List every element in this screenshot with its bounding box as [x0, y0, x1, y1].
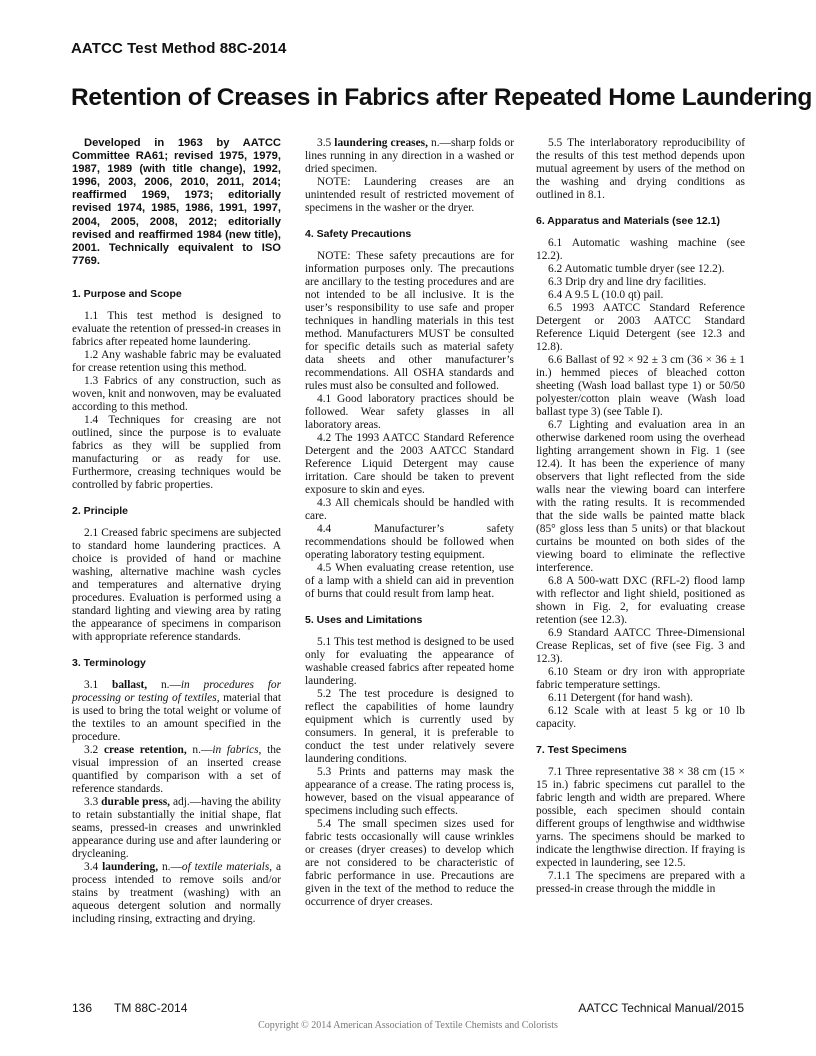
paragraph-4-5: 4.5 When evaluating crease retention, use of a lamp with a shield can aid in prevention of burns that could result from lamp heat.	[305, 562, 514, 600]
method-label: AATCC Test Method 88C-2014	[71, 40, 287, 57]
definition-ballast: 3.1 ballast, n.—in procedures for processing or testing of textiles, material that is used to bring the total weight or volume of the textiles to an amount specified in the procedure.	[72, 678, 282, 743]
footer-manual-title: AATCC Technical Manual/2015	[578, 1001, 744, 1015]
footer-left	[72, 1001, 187, 1015]
safety-note: NOTE: These safety precautions are for information purposes only. The precautions are ancillary to the testing procedures and are not intended to be all inclusive. It is the user’s responsibility to use safe and proper techniques in handling materials in this test method. Manufacturers MUST be consulted for specific details such as material safety data sheets and other manufacturer’s recommendations. All OSHA standards and rules must also be consulted and followed.	[305, 250, 514, 392]
paragraph-6-5: 6.5 1993 AATCC Standard Reference Detergent or 2003 AATCC Standard Reference Liquid Detergent (see 12.3 and 12.8).	[536, 302, 745, 353]
terminology-note: NOTE: Laundering creases are an unintended result of restricted movement of specimens in the washer or the dryer.	[305, 176, 514, 214]
paragraph-6-2: 6.2 Automatic tumble dryer (see 12.2).	[548, 263, 725, 275]
paragraph-6-10: 6.10 Steam or dry iron with appropriate fabric temperature settings.	[536, 666, 745, 691]
paragraph-6-12: 6.12 Scale with at least 5 kg or 10 lb capacity.	[536, 705, 745, 730]
paragraph-7-1-1: 7.1.1 The specimens are prepared with a pressed-in crease through the middle in	[536, 870, 745, 895]
paragraph-1-2: 1.2 Any washable fabric may be evaluated for crease retention using this method.	[72, 348, 281, 374]
paragraph-6-8: 6.8 A 500-watt DXC (RFL-2) flood lamp with reflector and light shield, positioned as shown in Fig. 2, for evaluating crease retention (see 12.3).	[536, 575, 745, 626]
paragraph-5-5: 5.5 The interlaboratory reproducibility of the results of this test method depends upon mutual agreement by users of the method on the washing and drying conditions as outlined in 8.1.	[536, 137, 745, 201]
paragraph-2-1: 2.1 Creased fabric specimens are subjected to standard home laundering practices. A choice is provided of hand or machine washing, alternative machine wash cycles and temperatures and alternative drying procedures. Evaluation is performed using a standard lighting and viewing area by rating the appearance of specimens in comparison with appropriate reference standards.	[72, 526, 281, 643]
paragraph-4-2: 4.2 The 1993 AATCC Standard Reference Detergent and the 2003 AATCC Standard Reference Liquid Detergent may cause irritation. Care should be taken to prevent exposure to skin and eyes.	[305, 432, 514, 496]
definition-laundering: 3.4 laundering, n.—of textile materials, a process intended to remove soils and/or stains by treatment (washing) with an aqueous detergent solution and normally including rinsing, extracting and drying.	[72, 860, 281, 925]
paragraph-7-1: 7.1 Three representative 38 × 38 cm (15 × 15 in.) fabric specimens cut parallel to the fabric length and width are prepared. Where possible, each specimen should contain different groups of lengthwise and widthwise yarns. The specimens should be marked to indicate the lengthwise direction. If fraying is expected in laundering, see 12.5.	[536, 766, 745, 869]
definition-crease-retention: 3.2 crease retention, n.—in fabrics, the visual impression of an inserted crease quantified by comparison with a set of reference standards.	[72, 743, 281, 795]
paragraph-1-4: 1.4 Techniques for creasing are not outlined, since the purpose is to evaluate fabrics as they will be supplied from manufacturing or as ready for use. Furthermore, creasing techniques would be controlled by fabric properties.	[72, 413, 281, 491]
paragraph-6-7: 6.7 Lighting and evaluation area in an otherwise darkened room using the overhead lighting arrangement shown in Fig. 1 (see 12.4). It has been the experience of many observers that light reflected from the side walls near the viewing board can interfere with the rating results. It is recommended that the side walls be painted matte black (85° gloss less than 5 units) or that blackout curtains be mounted on both sides of the viewing board to eliminate the reflective interference.	[536, 419, 745, 574]
paragraph-6-9: 6.9 Standard AATCC Three-Dimensional Crease Replicas, set of five (see Fig. 3 and 12.3).	[536, 627, 745, 665]
column-2	[305, 137, 514, 909]
paragraph-6-6: 6.6 Ballast of 92 × 92 ± 3 cm (36 × 36 ± 1 in.) hemmed pieces of bleached cotton sheeting (Wash load ballast type 1) or 50/50 polyester/cotton plain weave (Wash load ballast type 3) (see Table I).	[536, 354, 745, 418]
paragraph-6-4: 6.4 A 9.5 L (10.0 qt) pail.	[548, 289, 664, 301]
section-heading-specimens: 7. Test Specimens	[536, 744, 627, 756]
paragraph-1-1: 1.1 This test method is designed to evaluate the retention of pressed-in creases in fabrics after repeated home laundering.	[72, 309, 281, 348]
paragraph-4-3: 4.3 All chemicals should be handled with care.	[305, 497, 514, 522]
column-3	[536, 137, 745, 896]
document-title: Retention of Creases in Fabrics after Repeated Home Laundering	[71, 84, 813, 111]
section-heading-terminology: 3. Terminology	[72, 656, 146, 669]
paragraph-4-1: 4.1 Good laboratory practices should be followed. Wear safety glasses in all laboratory areas.	[305, 393, 514, 431]
paragraph-5-1: 5.1 This test method is designed to be used only for evaluating the appearance of washable creased fabrics after repeated home laundering.	[305, 636, 514, 687]
paragraph-6-11: 6.11 Detergent (for hand wash).	[548, 692, 693, 704]
revision-history: Developed in 1963 by AATCC Committee RA61; revised 1975, 1979, 1987, 1989 (with title change), 1992, 1996, 2003, 2006, 2010, 2011, 2014; reaffirmed 1969, 1973; editorially revised 1974, 1985, 1986, 1991, 1997, 2004, 2005, 2008, 2012; editorially revised and reaffirmed 1984 (new title), 2001. Technically equivalent to ISO 7769.	[72, 137, 281, 267]
paragraph-5-3: 5.3 Prints and patterns may mask the appearance of a crease. The rating process is, however, based on the visual appearance of specimens including such effects.	[305, 766, 514, 817]
copyright-notice: Copyright © 2014 American Association of Textile Chemists and Colorists	[258, 1020, 558, 1031]
paragraph-5-4: 5.4 The small specimen sizes used for fabric tests occasionally will cause wrinkles or creases (dryer creases) to develop which are not considered to be characteristic of fabric performance in use. Precautions are given in the text of the method to reduce the occurrence of dryer creases.	[305, 818, 514, 908]
paragraph-1-3: 1.3 Fabrics of any construction, such as woven, knit and nonwoven, may be evaluated according to this method.	[72, 374, 281, 413]
paragraph-5-2: 5.2 The test procedure is designed to reflect the capabilities of home laundry equipment which is currently used by consumers. In general, it is preferable to conduct the test under relatively severe laundering conditions.	[305, 688, 514, 765]
paragraph-6-1: 6.1 Automatic washing machine (see 12.2).	[536, 237, 745, 262]
definition-durable-press: 3.3 durable press, adj.—having the ability to retain substantially the initial shape, flat seams, pressed-in creases and unwrinkled appearance during use and after laundering or drycleaning.	[72, 795, 281, 860]
section-heading-purpose: 1. Purpose and Scope	[72, 287, 182, 300]
page-number: 136	[72, 1001, 93, 1015]
paragraph-6-3: 6.3 Drip dry and line dry facilities.	[548, 276, 707, 288]
footer-method-code: TM 88C-2014	[114, 1001, 188, 1015]
section-heading-uses: 5. Uses and Limitations	[305, 614, 423, 626]
section-heading-principle: 2. Principle	[72, 504, 129, 517]
definition-laundering-creases: 3.5 laundering creases, n.—sharp folds or lines running in any direction in a washed or dried specimen.	[305, 137, 514, 175]
paragraph-4-4: 4.4 Manufacturer’s safety recommendations should be followed when operating laboratory testing equipment.	[305, 523, 514, 561]
section-heading-apparatus: 6. Apparatus and Materials (see 12.1)	[536, 215, 721, 227]
column-1	[72, 137, 281, 926]
section-heading-safety: 4. Safety Precautions	[305, 228, 412, 240]
